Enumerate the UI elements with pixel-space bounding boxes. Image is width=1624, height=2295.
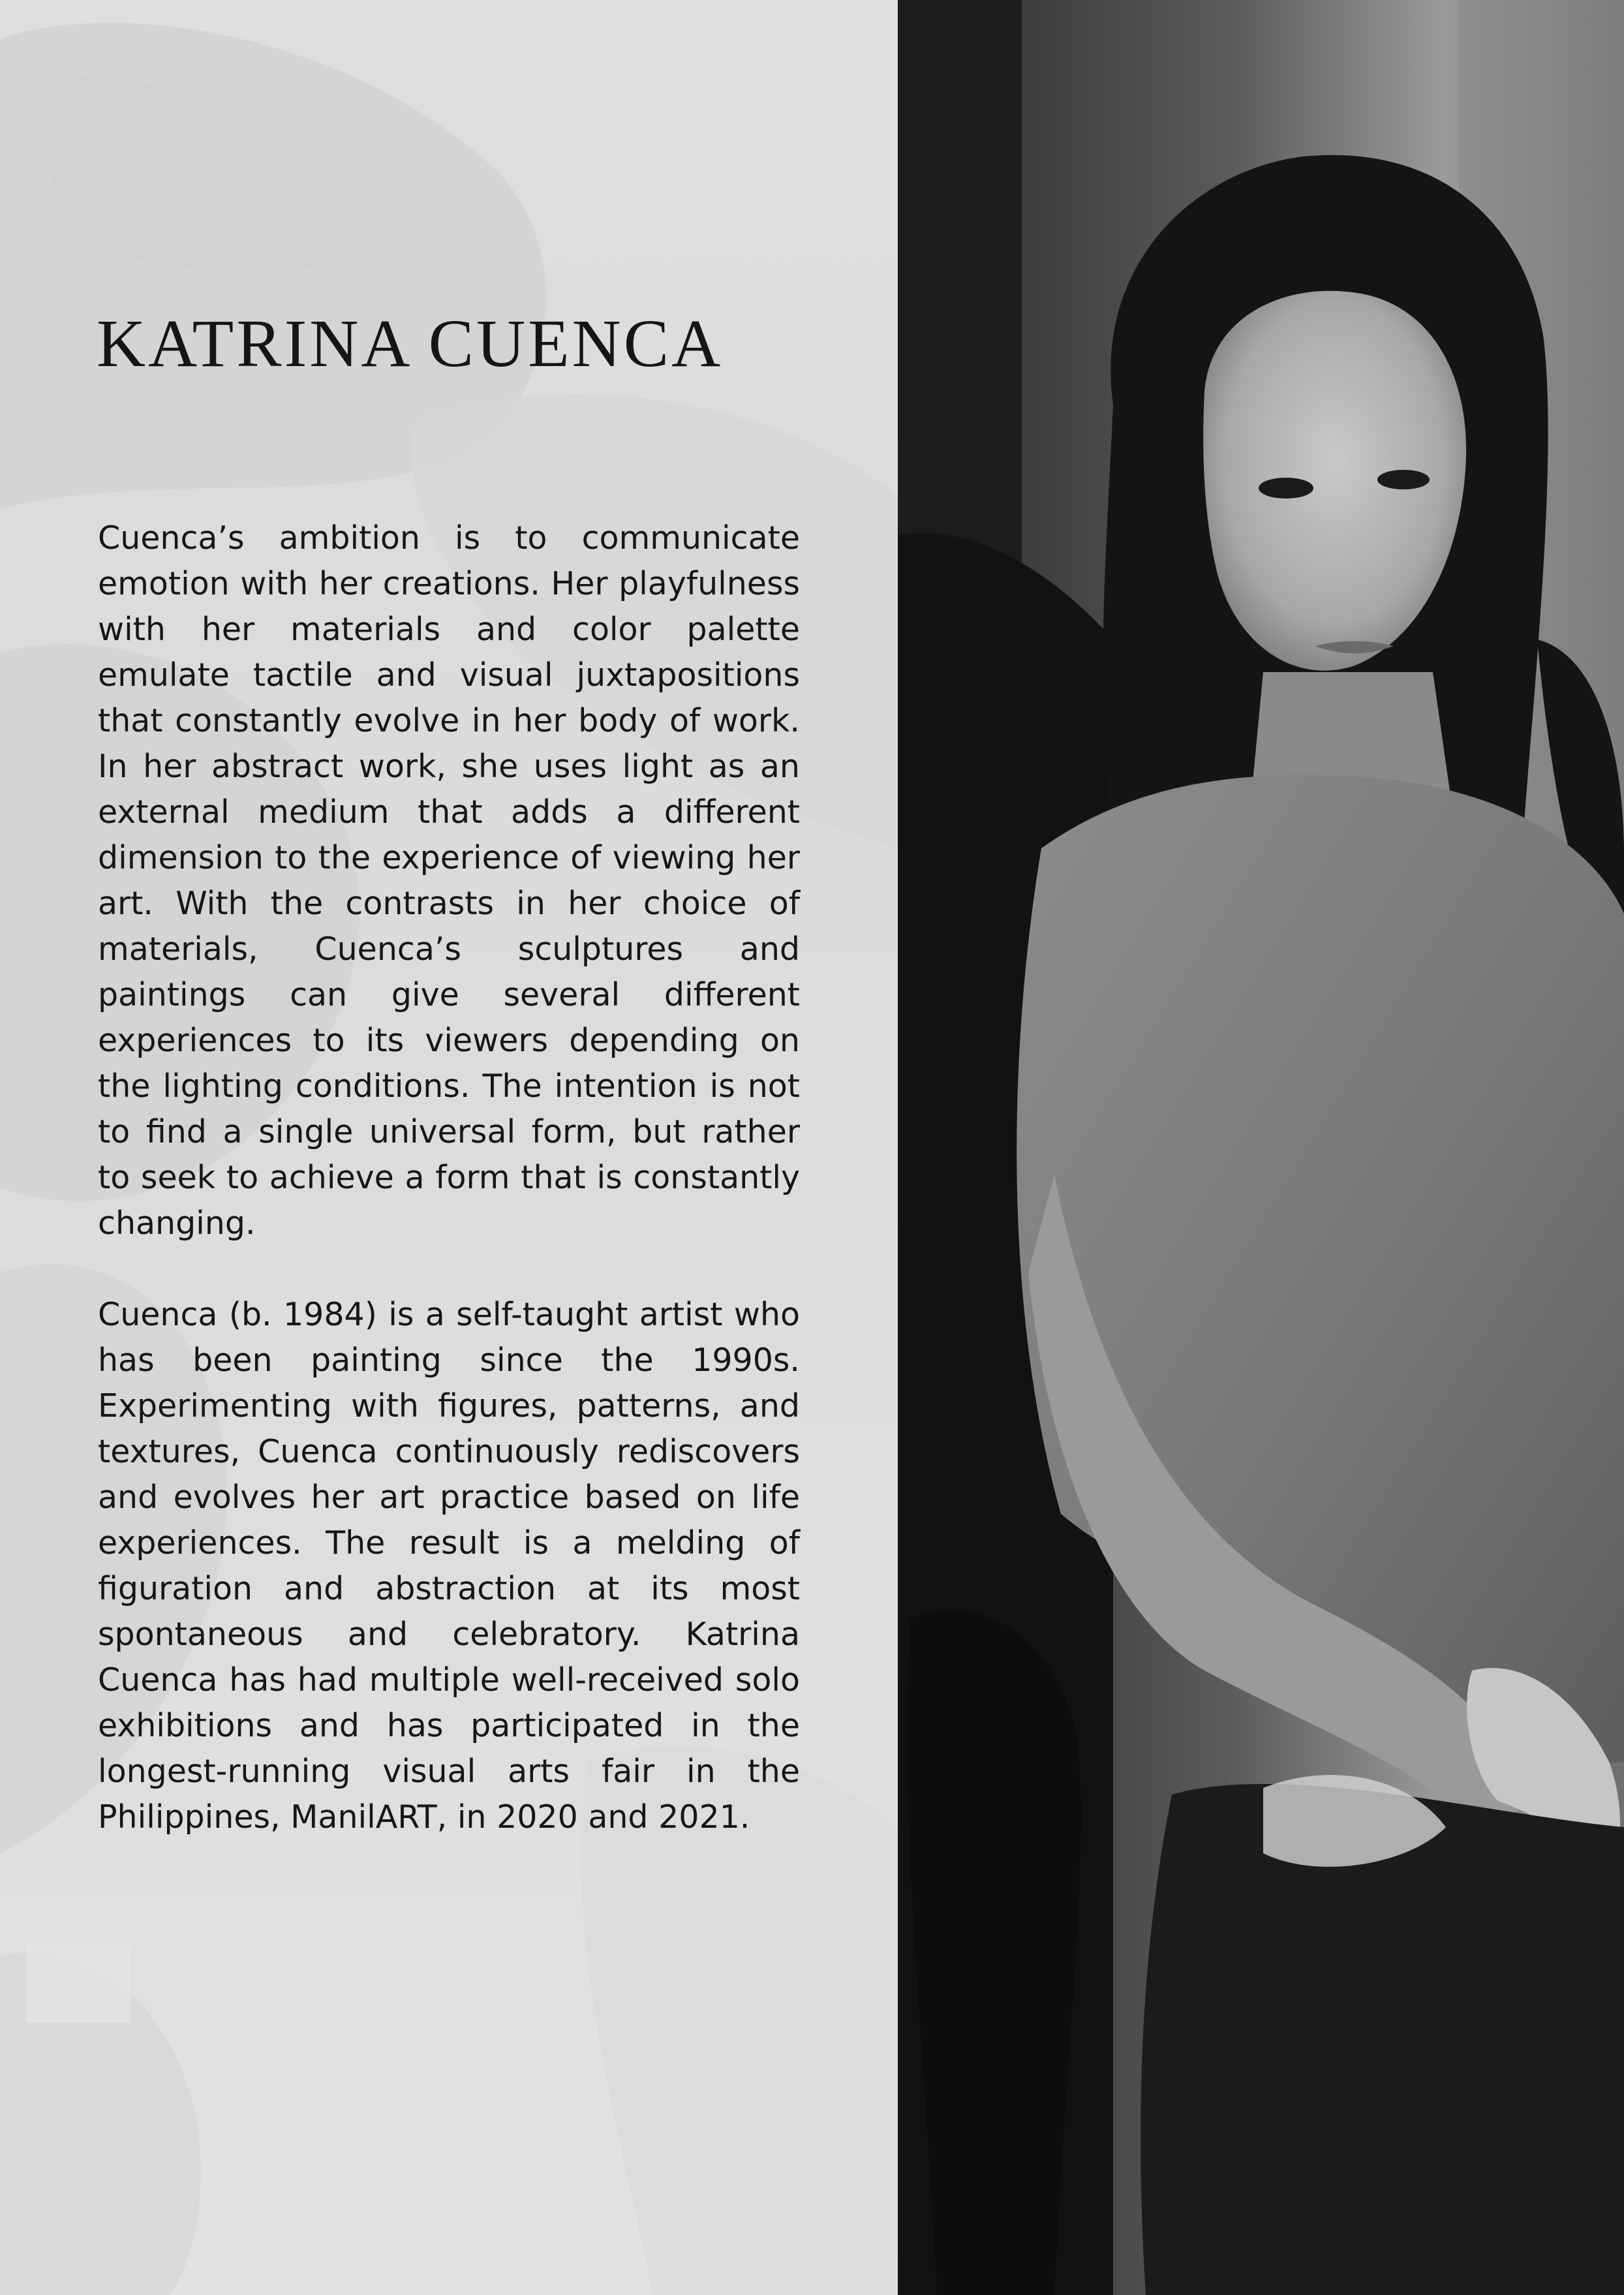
bio-paragraph: Cuenca (b. 1984) is a self-taught artist who has been painting since the 1990s. Experimenting with figures, patterns, and textures, Cuenca continuously rediscovers and evolves her art practice based on life experiences. The result is a melding of figuration and abstraction at its most spontaneous and celebratory. Katrina Cuenca has had multiple well-received solo exhibitions and has participated in the longest-running visual arts fair in the Philippines, ManilART, in 2020 and 2021. [98,1296,800,1836]
artist-portrait-photo [898,0,1624,2295]
bio-paragraph: Cuenca’s ambition is to communicate emotion with her creations. Her playfulness with her materials and color palette emulate tactile and visual juxtapositions that constantly evolve in her body of work. In her abstract work, she uses light as an external medium that adds a different dimension to the experience of viewing her art. With the contrasts in her choice of materials, Cuenca’s sculptures and paintings can give several different experiences to its viewers depending on the lighting conditions. The intention is not to find a single universal form, but rather to seek to achieve a form that is constantly changing. [98,519,800,1242]
portrait-illustration [898,0,1624,2295]
artist-name-heading: KATRINA CUENCA [97,306,724,381]
artist-bio [98,516,800,1840]
